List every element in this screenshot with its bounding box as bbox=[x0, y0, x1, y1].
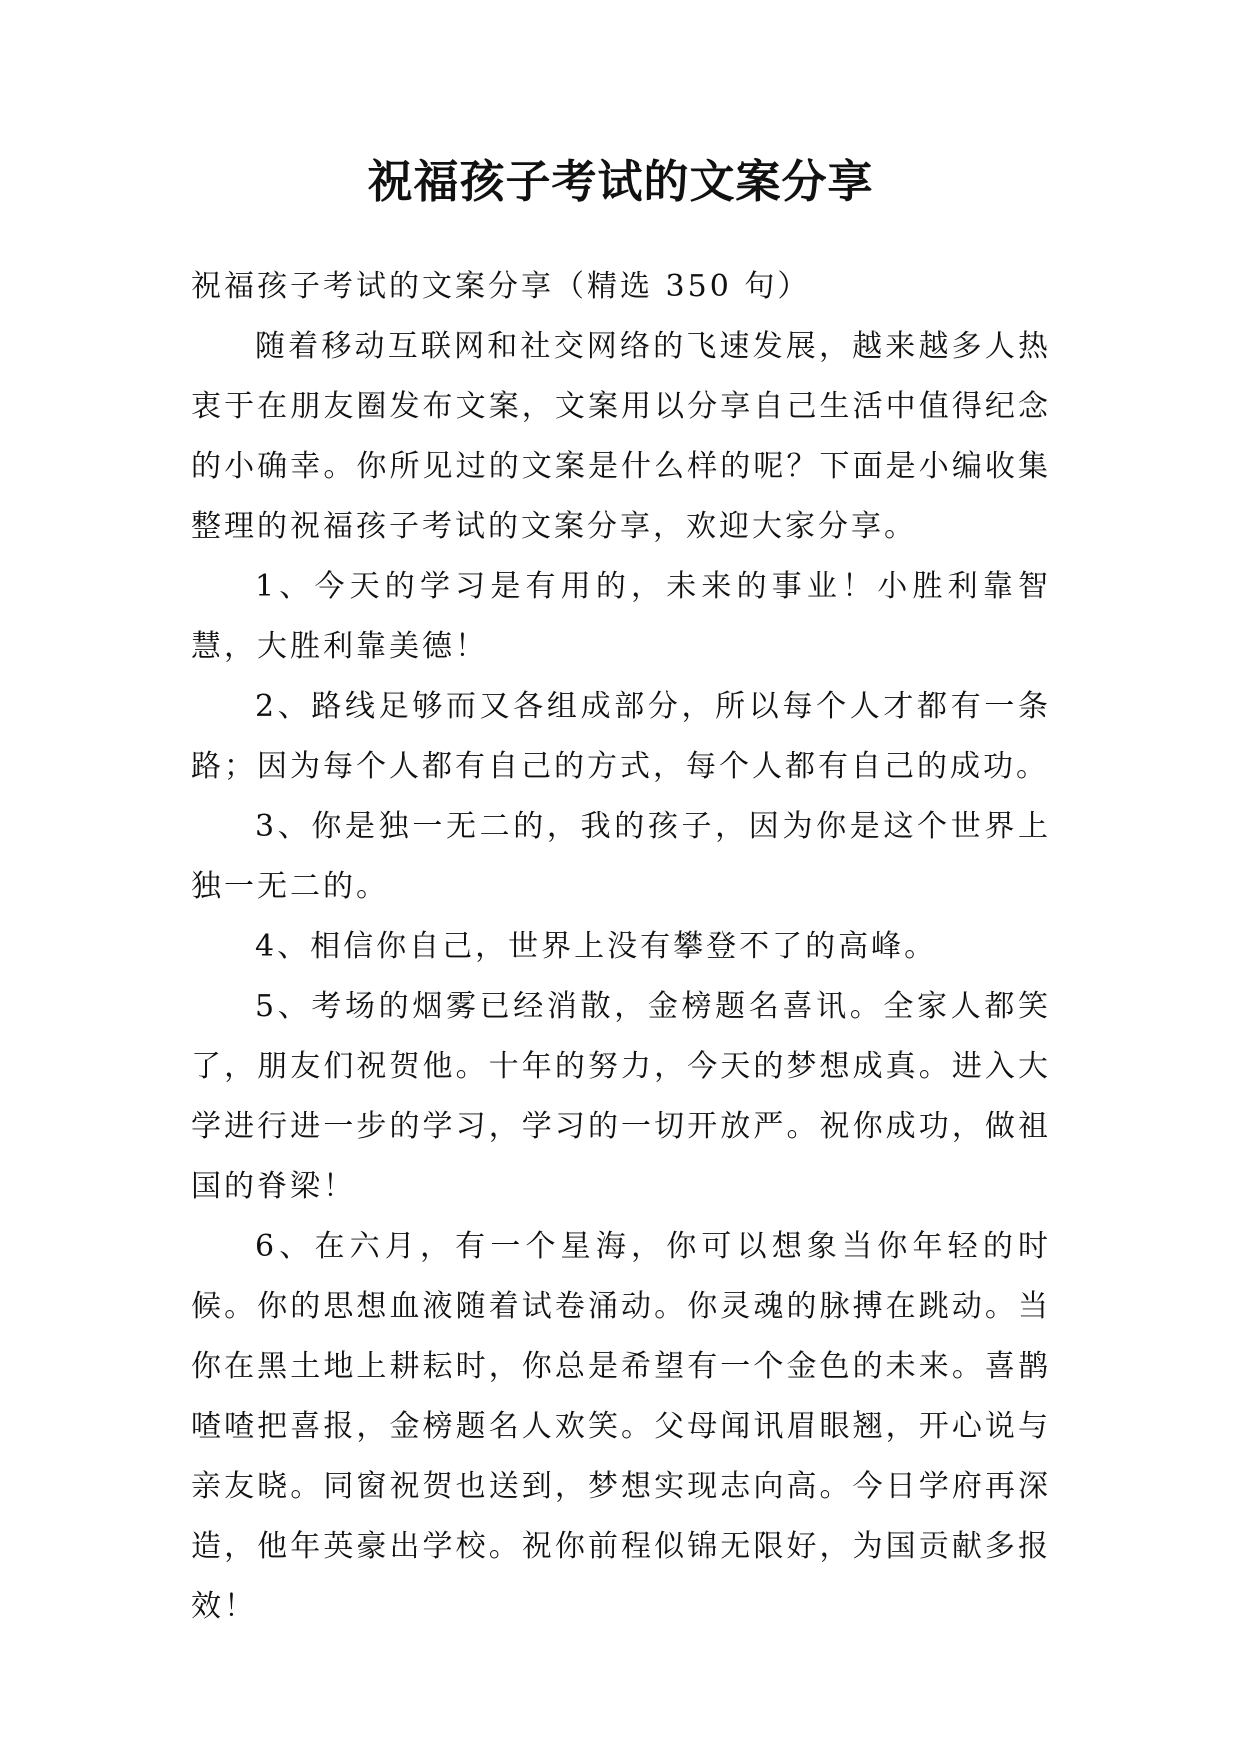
document-title: 祝福孩子考试的文案分享 bbox=[367, 155, 874, 208]
list-item: 5、考场的烟雾已经消散，金榜题名喜讯。全家人都笑了，朋友们祝贺他。十年的努力，今天的梦想成真。进入大学进行进一步的学习，学习的一切开放严。祝你成功，做祖国的脊梁！ bbox=[191, 989, 1051, 1204]
list-item: 6、在六月，有一个星海，你可以想象当你年轻的时候。你的思想血液随着试卷涌动。你灵魂的脉搏在跳动。当你在黑土地上耕耘时，你总是希望有一个金色的未来。喜鹊喳喳把喜报，金榜题名人欢笑。父母闻讯眉眼翘，开心说与亲友晓。同窗祝贺也送到，梦想实现志向高。今日学府再深造，他年英豪出学校。祝你前程似锦无限好，为国贡献多报效！ bbox=[191, 1229, 1051, 1624]
list-item: 1、今天的学习是有用的，未来的事业！小胜利靠智慧，大胜利靠美德！ bbox=[191, 569, 1051, 664]
intro-paragraph: 随着移动互联网和社交网络的飞速发展，越来越多人热衷于在朋友圈发布文案，文案用以分享自己生活中值得纪念的小确幸。你所见过的文案是什么样的呢？下面是小编收集整理的祝福孩子考试的文案分享，欢迎大家分享。 bbox=[191, 329, 1051, 544]
list-item: 3、你是独一无二的，我的孩子，因为你是这个世界上独一无二的。 bbox=[191, 809, 1051, 904]
document-body bbox=[191, 257, 1051, 1637]
list-item: 2、路线足够而又各组成部分，所以每个人才都有一条路；因为每个人都有自己的方式，每个人都有自己的成功。 bbox=[191, 689, 1051, 784]
list-item: 4、相信你自己，世界上没有攀登不了的高峰。 bbox=[255, 929, 938, 964]
document-subtitle: 祝福孩子考试的文案分享（精选 350 句） bbox=[191, 269, 811, 304]
